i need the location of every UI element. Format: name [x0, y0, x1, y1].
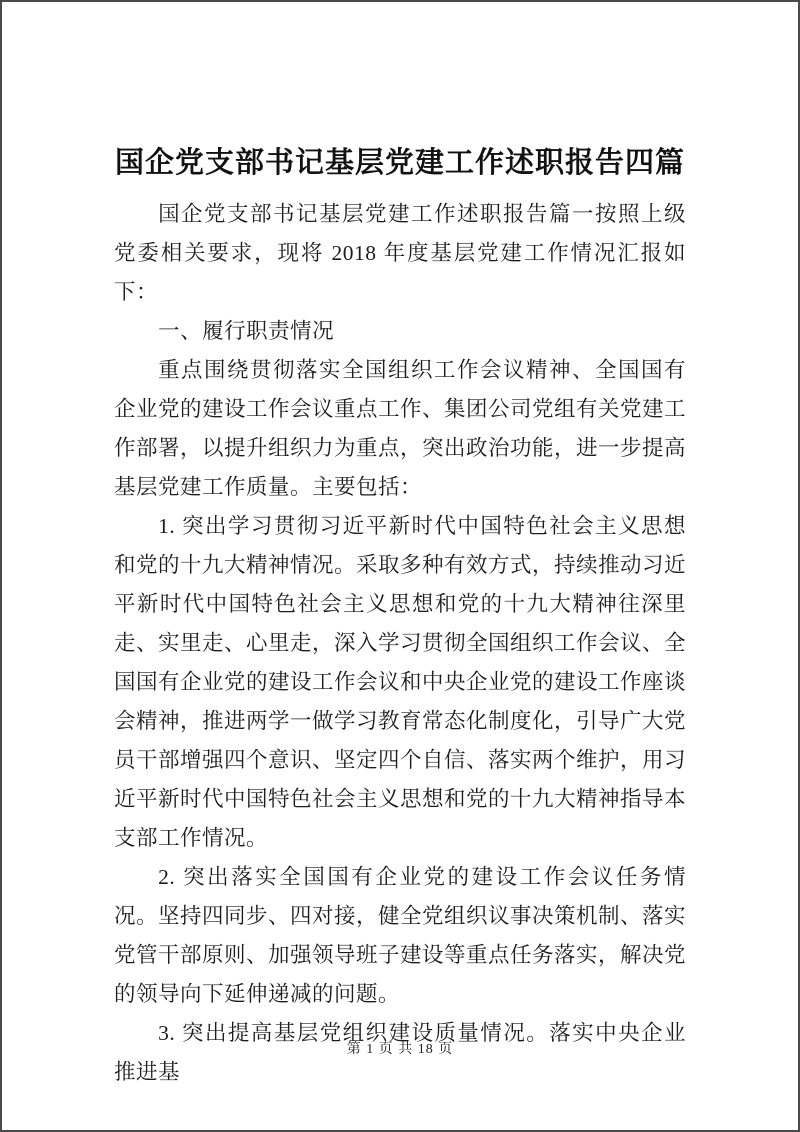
page-number-footer: 第 1 页 共 18 页: [346, 1042, 454, 1057]
paragraph-item-3: 3. 突出提高基层党组织建设质量情况。落实中央企业推进基: [114, 1021, 686, 1084]
document-body: [114, 140, 686, 1092]
paragraph-item-1: 1. 突出学习贯彻习近平新时代中国特色社会主义思想和党的十九大精神情况。采取多种有效方式，持续推动习近平新时代中国特色社会主义思想和党的十九大精神往深里走、实里走、心里走，深入学习贯彻全国组织工作会议、全国国有企业党的建设工作会议和中央企业党的建设工作座谈会精神，推进两学一做学习教育常态化制度化，引导广大党员干部增强四个意识、坚定四个自信、落实两个维护，用习近平新时代中国特色社会主义思想和党的十九大精神指导本支部工作情况。: [114, 514, 687, 850]
paragraph-item-2: 2. 突出落实全国国有企业党的建设工作会议任务情况。坚持四同步、四对接，健全党组织议事决策机制、落实党管干部原则、加强领导班子建设等重点任务落实，解决党的领导向下延伸递减的问题。: [114, 865, 687, 1006]
document-title: 国企党支部书记基层党建工作述职报告四篇: [114, 147, 685, 179]
paragraph-overview: 重点围绕贯彻落实全国组织工作会议精神、全国国有企业党的建设工作会议重点工作、集团公司党组有关党建工作部署，以提升组织力为重点，突出政治功能，进一步提高基层党建工作质量。主要包括：: [114, 358, 687, 499]
paragraph-section-heading: 一、履行职责情况: [158, 319, 335, 343]
paragraph-intro: 国企党支部书记基层党建工作述职报告篇一按照上级党委相关要求，现将 2018 年度基层党建工作情况汇报如下：: [114, 202, 686, 304]
